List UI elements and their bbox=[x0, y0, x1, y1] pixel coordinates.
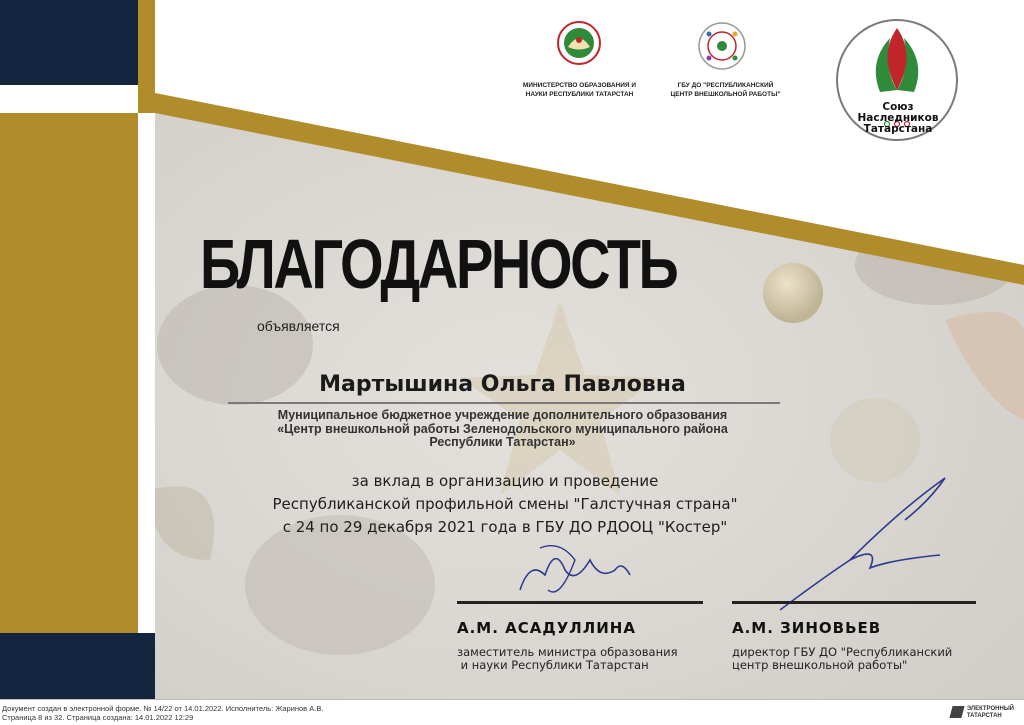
signer-name-left: А.М. АСАДУЛЛИНА bbox=[457, 619, 636, 637]
org-line-2: «Центр внешкольной работы Зеленодольского муниципального района bbox=[277, 421, 728, 436]
signature-line-left bbox=[457, 601, 703, 604]
union-line-1: Союз bbox=[882, 101, 914, 113]
document-footer bbox=[0, 699, 1024, 725]
name-underline bbox=[228, 402, 780, 404]
et-logo-icon bbox=[949, 706, 964, 718]
certificate-title: БЛАГОДАРНОСТЬ bbox=[200, 225, 677, 303]
body-line-2: Республиканской профильной смены "Галстучная страна" bbox=[272, 495, 738, 513]
gold-strip-top bbox=[138, 0, 155, 113]
org-line-1: Муниципальное бюджетное учреждение дополнительного образования bbox=[277, 408, 728, 422]
footer-line-1: Документ создан в электронной форме. № 14/22 от 14.01.2022. Исполнитель: Жаринов А.В. bbox=[2, 704, 324, 713]
signer-position-right: директор ГБУ ДО "Республиканский центр внешкольной работы" bbox=[732, 645, 953, 672]
org-line-3: Республики Татарстан» bbox=[429, 435, 576, 449]
organization bbox=[225, 409, 780, 450]
white-gap-left bbox=[0, 85, 138, 113]
tatarstan-emblem-icon bbox=[558, 22, 600, 64]
certificate-body bbox=[220, 470, 790, 539]
signature-line-right bbox=[732, 601, 976, 604]
signer-name-right: А.М. ЗИНОВЬЕВ bbox=[732, 619, 882, 637]
recipient-name: Мартышина Ольга Павловна bbox=[319, 372, 686, 397]
pine-cone-white bbox=[830, 398, 920, 482]
center-caption: ГБУ ДО "РЕСПУБЛИКАНСКИЙ ЦЕНТР ВНЕШКОЛЬНОЙ РАБОТЫ" bbox=[670, 82, 781, 98]
electronic-tatarstan-logo bbox=[951, 706, 1014, 719]
announce-text: объявляется bbox=[257, 318, 340, 334]
signer-position-left: заместитель министра образования и науки Республики Татарстан bbox=[457, 645, 678, 672]
union-line-3: Татарстана bbox=[863, 123, 933, 135]
body-line-1: за вклад в организацию и проведение bbox=[351, 472, 659, 490]
body-line-3: с 24 по 29 декабря 2021 года в ГБУ ДО РДООЦ "Костер" bbox=[282, 518, 728, 536]
union-logo-text bbox=[838, 102, 958, 135]
ministry-logo bbox=[522, 82, 637, 99]
center-emblem-icon bbox=[699, 23, 745, 69]
navy-block bbox=[0, 0, 138, 85]
gold-side-panel bbox=[0, 113, 155, 633]
union-line-2: Наследников bbox=[857, 112, 939, 124]
ministry-caption: МИНИСТЕРСТВО ОБРАЗОВАНИЯ И НАУКИ РЕСПУБЛИКИ ТАТАРСТАН bbox=[522, 82, 637, 98]
center-logo bbox=[668, 82, 783, 99]
white-divider bbox=[138, 113, 155, 633]
footer-text bbox=[2, 704, 323, 722]
et-logo-line-2: ТАТАРСТАН bbox=[966, 712, 1002, 719]
navy-block-bottom bbox=[0, 633, 155, 700]
et-logo-line-1: ЭЛЕКТРОННЫЙ bbox=[966, 706, 1014, 712]
christmas-ball bbox=[763, 263, 823, 323]
footer-line-2: Страница 8 из 32. Страница создана: 14.01.2022 12:29 bbox=[2, 713, 194, 722]
